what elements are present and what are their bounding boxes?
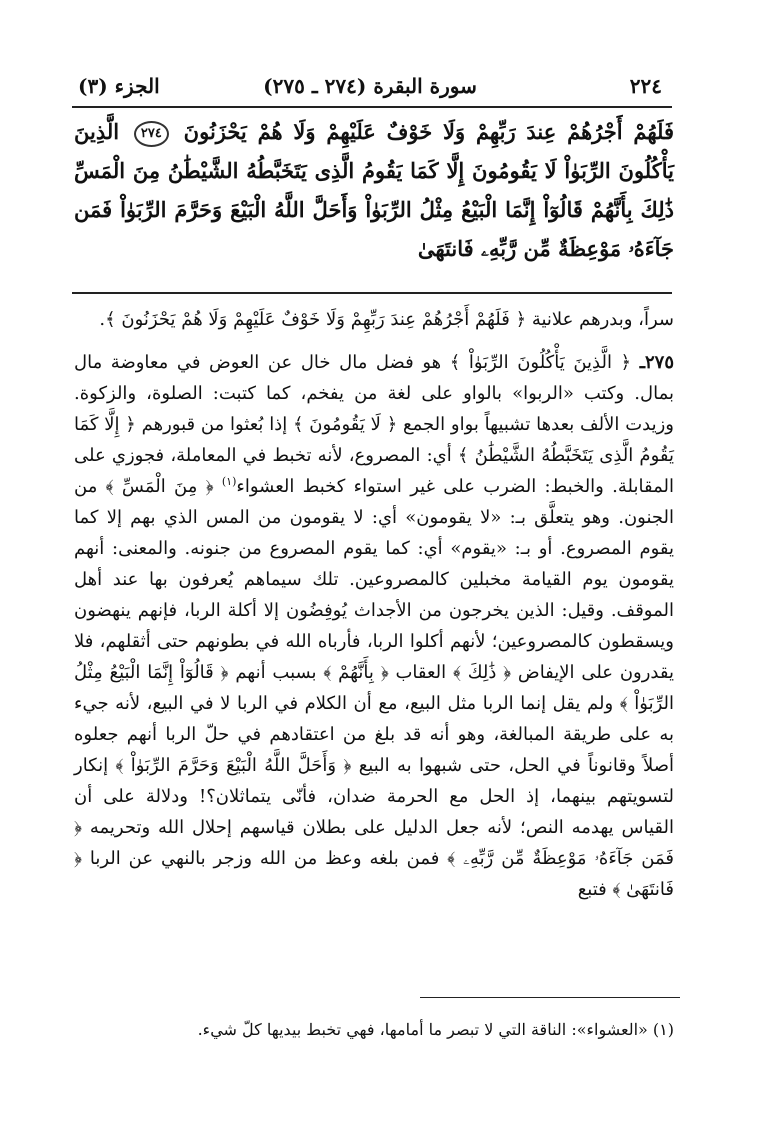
tafsir-paragraph-275 [74,347,674,905]
tafsir-text: ﴿ مِنَ الْمَسِّ ﴾ من الجنون. وهو يتعلَّق بـ: «لا يقومون» أي: لا يقومون من المس الذي بهم إلا كما يقوم المصروع. أو بـ: «يقوم» أي: كما يقوم المصروع من جنونه. والمعنى: أنهم يقومون يوم القيامة مخبلين كالمصروعين. تلك سيماهم يُعرفون بها عند أهل الموقف. وقيل: الذين يخرجون من الأجداث يُوفِضُون إلا أكلة الربا، فإنهم ينهضون ويسقطون كالمصروعين؛ لأنهم أكلوا الربا، فأرباه الله في بطونهم حتى أثقلهم، فلا يقدرون على الإيفاض ﴿ ذَٰلِكَ ﴾ العقاب ﴿ بِأَنَّهُمْ ﴾ بسبب أنهم ﴿ قَالُوٓاْ إِنَّمَا الْبَيْعُ مِثْلُ الرِّبَوٰاْ ﴾ ولم يقل إنما الربا مثل البيع، مع أن الكلام في الربا لا في البيع، لأنه جيء به على طريقة المبالغة، وهو أنه قد بلغ من اعتقادهم في حلّ الربا أنهم جعلوه أصلاً وقانوناً في الحل، حتى شبهوا به البيع ﴿ وَأَحَلَّ اللَّهُ الْبَيْعَ وَحَرَّمَ الرِّبَوٰاْ ﴾ إنكار لتسويتهم بينهما، إذ الحل مع الحرمة ضدان، فأنّى يتماثلان؟! ودلالة على أن القياس يهدمه النص؛ لأنه جعل الدليل على بطلان قياسهم إحلال الله وتحريمه ﴿ فَمَن جَآءَهُۥ مَوْعِظَةٌ مِّن رَّبِّهِۦ ﴾ فمن بلغه وعظ من الله وزجر بالنهي عن الربا ﴿ فَانتَهَىٰ ﴾ فتبع [74,476,674,900]
verse-number-marker: ٢٧٤ [134,121,169,147]
footnote-divider [420,997,680,998]
quran-verse-274-end: فَلَهُمْ أَجْرُهُمْ عِندَ رَبِّهِمْ وَلَا خَوْفٌ عَلَيْهِمْ وَلَا هُمْ يَحْزَنُونَ [183,119,675,144]
tafsir-text: ﴿ الَّذِينَ يَأْكُلُونَ الرِّبَوٰاْ ﴾ هو فضل مال خال عن العوض في معاوضة مال بمال. وكتب «الربوا» بالواو على لغة من يفخم، كما كتبت: الصلوة، والزكوة. وزيدت الألف بعدها تشبيهاً بواو الجمع ﴿ لَا يَقُومُونَ ﴾ إذا بُعثوا من قبورهم ﴿ إِلَّا كَمَا يَقُومُ الَّذِى يَتَخَبَّطُهُ الشَّيْطَٰنُ ﴾ أي: المصروع، لأنه تخبط في المعاملة، فجوزي على المقابلة. والخبط: الضرب على غير استواء كخبط العشواء [74,352,674,497]
page-number: ٢٢٤ [629,74,662,98]
surah-title: سورة البقرة (٢٧٤ ـ ٢٧٥) [263,74,477,98]
quran-divider [72,292,672,294]
verse-reference-number: ٢٧٥ـ [639,352,674,373]
tafsir-commentary [74,304,674,984]
juz-label: الجزء (٣) [78,74,160,98]
tafsir-paragraph: سراً، وبدرهم علانية ﴿ فَلَهُمْ أَجْرُهُمْ عِندَ رَبِّهِمْ وَلَا خَوْفٌ عَلَيْهِمْ وَلَا هُمْ يَحْزَنُونَ ﴾. [99,309,674,330]
page-header [78,74,662,102]
quran-verse-275: الَّذِينَ يَأْكُلُونَ الرِّبَوٰاْ لَا يَقُومُونَ إِلَّا كَمَا يَقُومُ الَّذِى يَتَخَبَّطُهُ الشَّيْطَٰنُ مِنَ الْمَسِّ ذَٰلِكَ بِأَنَّهُمْ قَالُوٓاْ إِنَّمَا الْبَيْعُ مِثْلُ الرِّبَوٰاْ وَأَحَلَّ اللَّهُ الْبَيْعَ وَحَرَّمَ الرِّبَوٰاْ فَمَن جَآءَهُۥ مَوْعِظَةٌ مِّن رَّبِّهِۦ فَانتَهَىٰ [74,119,674,261]
header-divider [72,106,672,108]
footnote-reference: (١) [221,475,237,488]
footnote: (١) «العشواء»: الناقة التي لا تبصر ما أمامها، فهي تخبط بيديها كلّ شيء. [197,1020,674,1039]
quran-text-block [74,112,674,288]
